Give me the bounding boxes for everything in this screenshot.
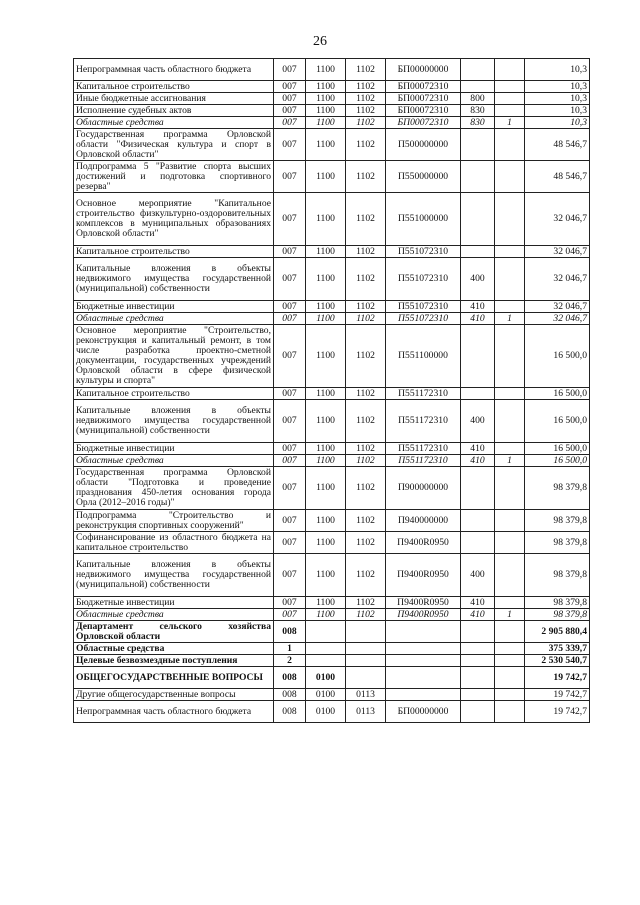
table-row xyxy=(74,246,590,258)
table-row xyxy=(74,443,590,455)
row-section-cell xyxy=(306,643,346,655)
table-row xyxy=(74,258,590,301)
row-grbs-cell: 007 xyxy=(274,117,306,129)
row-sum-cell: 19 742,7 xyxy=(525,689,590,701)
row-subsection-cell: 1102 xyxy=(346,597,386,609)
row-expense-type-cell xyxy=(461,59,495,81)
row-expense-type-cell xyxy=(461,701,495,723)
row-section-cell: 1100 xyxy=(306,532,346,554)
row-grbs-cell: 008 xyxy=(274,621,306,643)
row-section-cell: 1100 xyxy=(306,325,346,388)
row-name-cell: Основное мероприятие "Строительство, реконструкция и капитальный ремонт, в том числе разработка проектно-сметной документации, государственных учреждений Орловской области в сфере физической культуры и спорта" xyxy=(74,325,274,388)
row-source-cell xyxy=(495,643,525,655)
row-name-cell: ОБЩЕГОСУДАРСТВЕННЫЕ ВОПРОСЫ xyxy=(74,667,274,689)
row-grbs-cell: 007 xyxy=(274,443,306,455)
row-name-cell: Софинансирование из областного бюджета на капитальное строительство xyxy=(74,532,274,554)
row-target-article-cell xyxy=(386,655,461,667)
row-grbs-cell: 007 xyxy=(274,400,306,443)
row-section-cell: 1100 xyxy=(306,609,346,621)
row-grbs-cell: 007 xyxy=(274,455,306,467)
row-source-cell xyxy=(495,689,525,701)
row-expense-type-cell: 400 xyxy=(461,554,495,597)
row-section-cell: 1100 xyxy=(306,193,346,246)
row-sum-cell: 10,3 xyxy=(525,117,590,129)
row-section-cell: 1100 xyxy=(306,554,346,597)
row-name-cell: Иные бюджетные ассигнования xyxy=(74,93,274,105)
row-expense-type-cell xyxy=(461,655,495,667)
row-subsection-cell: 1102 xyxy=(346,467,386,510)
row-source-cell xyxy=(495,510,525,532)
row-target-article-cell: П551072310 xyxy=(386,258,461,301)
row-target-article-cell: П551072310 xyxy=(386,301,461,313)
row-subsection-cell: 1102 xyxy=(346,193,386,246)
row-subsection-cell: 1102 xyxy=(346,443,386,455)
table-row xyxy=(74,400,590,443)
page-number: 26 xyxy=(313,34,327,49)
row-target-article-cell: БП00072310 xyxy=(386,93,461,105)
row-expense-type-cell: 410 xyxy=(461,609,495,621)
row-sum-cell: 19 742,7 xyxy=(525,667,590,689)
row-sum-cell: 98 379,8 xyxy=(525,554,590,597)
row-source-cell: 1 xyxy=(495,609,525,621)
row-target-article-cell: БП00072310 xyxy=(386,81,461,93)
row-target-article-cell: П9400R0950 xyxy=(386,597,461,609)
row-section-cell: 1100 xyxy=(306,455,346,467)
row-sum-cell: 32 046,7 xyxy=(525,258,590,301)
row-section-cell: 1100 xyxy=(306,388,346,400)
row-target-article-cell: П551172310 xyxy=(386,388,461,400)
row-grbs-cell: 008 xyxy=(274,667,306,689)
row-name-cell: Областные средства xyxy=(74,643,274,655)
row-grbs-cell: 007 xyxy=(274,129,306,161)
row-grbs-cell: 007 xyxy=(274,105,306,117)
row-sum-cell: 16 500,0 xyxy=(525,400,590,443)
row-grbs-cell: 007 xyxy=(274,59,306,81)
row-expense-type-cell xyxy=(461,325,495,388)
table-row xyxy=(74,689,590,701)
row-section-cell: 1100 xyxy=(306,597,346,609)
row-expense-type-cell xyxy=(461,621,495,643)
row-expense-type-cell: 830 xyxy=(461,117,495,129)
row-name-cell: Целевые безвозмездные поступления xyxy=(74,655,274,667)
row-source-cell xyxy=(495,597,525,609)
row-target-article-cell: П500000000 xyxy=(386,129,461,161)
row-section-cell: 1100 xyxy=(306,258,346,301)
row-section-cell: 1100 xyxy=(306,467,346,510)
row-sum-cell: 32 046,7 xyxy=(525,193,590,246)
row-target-article-cell: П550000000 xyxy=(386,161,461,193)
row-section-cell: 1100 xyxy=(306,59,346,81)
row-source-cell xyxy=(495,81,525,93)
row-name-cell: Основное мероприятие "Капитальное строительство физкультурно-оздоровительных комплексов в муниципальных образованиях Орловской области" xyxy=(74,193,274,246)
row-sum-cell: 16 500,0 xyxy=(525,443,590,455)
row-sum-cell: 2 530 540,7 xyxy=(525,655,590,667)
row-name-cell: Капитальные вложения в объекты недвижимого имущества государственной (муниципальной) собственности xyxy=(74,400,274,443)
row-section-cell: 1100 xyxy=(306,129,346,161)
row-target-article-cell: БП00000000 xyxy=(386,701,461,723)
row-grbs-cell: 007 xyxy=(274,510,306,532)
row-name-cell: Капитальное строительство xyxy=(74,246,274,258)
row-source-cell xyxy=(495,59,525,81)
row-sum-cell: 48 546,7 xyxy=(525,161,590,193)
row-grbs-cell: 007 xyxy=(274,301,306,313)
row-sum-cell: 98 379,8 xyxy=(525,510,590,532)
row-name-cell: Областные средства xyxy=(74,117,274,129)
row-expense-type-cell xyxy=(461,193,495,246)
row-name-cell: Капитальные вложения в объекты недвижимого имущества государственной (муниципальной) собственности xyxy=(74,258,274,301)
row-name-cell: Капитальные вложения в объекты недвижимого имущества государственной (муниципальной) собственности xyxy=(74,554,274,597)
row-section-cell: 1100 xyxy=(306,400,346,443)
row-sum-cell: 16 500,0 xyxy=(525,388,590,400)
row-subsection-cell xyxy=(346,621,386,643)
row-name-cell: Бюджетные инвестиции xyxy=(74,443,274,455)
row-subsection-cell: 1102 xyxy=(346,105,386,117)
row-expense-type-cell xyxy=(461,667,495,689)
row-target-article-cell: П551172310 xyxy=(386,443,461,455)
row-target-article-cell: БП00000000 xyxy=(386,59,461,81)
table-row xyxy=(74,193,590,246)
row-sum-cell: 375 339,7 xyxy=(525,643,590,655)
row-source-cell xyxy=(495,161,525,193)
row-subsection-cell: 1102 xyxy=(346,609,386,621)
row-source-cell xyxy=(495,701,525,723)
row-expense-type-cell: 410 xyxy=(461,597,495,609)
row-subsection-cell: 1102 xyxy=(346,258,386,301)
row-name-cell: Областные средства xyxy=(74,455,274,467)
table-row xyxy=(74,597,590,609)
row-name-cell: Государственная программа Орловской области "Физическая культура и спорт в Орловской области" xyxy=(74,129,274,161)
row-subsection-cell: 1102 xyxy=(346,510,386,532)
row-grbs-cell: 008 xyxy=(274,701,306,723)
row-sum-cell: 98 379,8 xyxy=(525,467,590,510)
table-row xyxy=(74,313,590,325)
table-row xyxy=(74,455,590,467)
row-source-cell xyxy=(495,258,525,301)
table-row xyxy=(74,161,590,193)
table-row xyxy=(74,621,590,643)
row-grbs-cell: 007 xyxy=(274,161,306,193)
row-expense-type-cell: 410 xyxy=(461,455,495,467)
row-target-article-cell: П9400R0950 xyxy=(386,532,461,554)
row-subsection-cell xyxy=(346,667,386,689)
row-section-cell: 1100 xyxy=(306,443,346,455)
table-row xyxy=(74,81,590,93)
row-source-cell xyxy=(495,443,525,455)
row-expense-type-cell xyxy=(461,532,495,554)
row-expense-type-cell: 800 xyxy=(461,93,495,105)
row-source-cell xyxy=(495,532,525,554)
row-section-cell: 1100 xyxy=(306,93,346,105)
row-subsection-cell: 1102 xyxy=(346,161,386,193)
row-source-cell xyxy=(495,400,525,443)
row-name-cell: Другие общегосударственные вопросы xyxy=(74,689,274,701)
row-name-cell: Бюджетные инвестиции xyxy=(74,301,274,313)
row-sum-cell: 98 379,8 xyxy=(525,609,590,621)
row-subsection-cell: 1102 xyxy=(346,246,386,258)
row-target-article-cell: П551072310 xyxy=(386,313,461,325)
row-sum-cell: 19 742,7 xyxy=(525,701,590,723)
row-target-article-cell: П551072310 xyxy=(386,246,461,258)
table-body xyxy=(74,59,590,723)
row-target-article-cell: БП00072310 xyxy=(386,105,461,117)
row-grbs-cell: 007 xyxy=(274,532,306,554)
row-section-cell: 0100 xyxy=(306,701,346,723)
row-grbs-cell: 007 xyxy=(274,246,306,258)
row-target-article-cell: БП00072310 xyxy=(386,117,461,129)
row-name-cell: Департамент сельского хозяйства Орловской области xyxy=(74,621,274,643)
row-expense-type-cell xyxy=(461,388,495,400)
row-source-cell xyxy=(495,621,525,643)
table-row xyxy=(74,532,590,554)
row-grbs-cell: 007 xyxy=(274,93,306,105)
row-source-cell xyxy=(495,105,525,117)
row-sum-cell: 10,3 xyxy=(525,59,590,81)
row-expense-type-cell xyxy=(461,510,495,532)
row-source-cell xyxy=(495,467,525,510)
table-row xyxy=(74,388,590,400)
row-expense-type-cell: 410 xyxy=(461,301,495,313)
row-target-article-cell: П900000000 xyxy=(386,467,461,510)
table-row xyxy=(74,301,590,313)
table-row xyxy=(74,325,590,388)
row-sum-cell: 98 379,8 xyxy=(525,597,590,609)
row-source-cell xyxy=(495,193,525,246)
row-name-cell: Подпрограмма 5 "Развитие спорта высших достижений и подготовка спортивного резерва" xyxy=(74,161,274,193)
row-sum-cell: 10,3 xyxy=(525,105,590,117)
table-row xyxy=(74,117,590,129)
row-grbs-cell: 007 xyxy=(274,258,306,301)
row-section-cell: 1100 xyxy=(306,313,346,325)
table-row xyxy=(74,701,590,723)
row-section-cell: 1100 xyxy=(306,81,346,93)
row-expense-type-cell xyxy=(461,689,495,701)
row-name-cell: Областные средства xyxy=(74,609,274,621)
row-source-cell xyxy=(495,388,525,400)
row-sum-cell: 10,3 xyxy=(525,81,590,93)
row-subsection-cell: 1102 xyxy=(346,129,386,161)
row-grbs-cell: 008 xyxy=(274,689,306,701)
row-target-article-cell xyxy=(386,643,461,655)
row-name-cell: Непрограммная часть областного бюджета xyxy=(74,59,274,81)
row-target-article-cell: П551100000 xyxy=(386,325,461,388)
row-expense-type-cell xyxy=(461,81,495,93)
row-subsection-cell: 1102 xyxy=(346,59,386,81)
row-section-cell: 1100 xyxy=(306,246,346,258)
row-source-cell xyxy=(495,93,525,105)
row-expense-type-cell: 410 xyxy=(461,443,495,455)
row-grbs-cell: 007 xyxy=(274,388,306,400)
row-name-cell: Подпрограмма "Строительство и реконструкция спортивных сооружений" xyxy=(74,510,274,532)
row-sum-cell: 2 905 880,4 xyxy=(525,621,590,643)
row-grbs-cell: 007 xyxy=(274,609,306,621)
row-expense-type-cell: 400 xyxy=(461,258,495,301)
table-row xyxy=(74,554,590,597)
row-source-cell xyxy=(495,655,525,667)
row-target-article-cell: П9400R0950 xyxy=(386,554,461,597)
budget-table xyxy=(73,58,590,723)
row-expense-type-cell xyxy=(461,129,495,161)
row-subsection-cell: 1102 xyxy=(346,93,386,105)
row-name-cell: Областные средства xyxy=(74,313,274,325)
row-sum-cell: 32 046,7 xyxy=(525,313,590,325)
row-expense-type-cell xyxy=(461,643,495,655)
table-row xyxy=(74,667,590,689)
row-section-cell: 1100 xyxy=(306,117,346,129)
row-section-cell xyxy=(306,621,346,643)
row-sum-cell: 32 046,7 xyxy=(525,246,590,258)
row-name-cell: Бюджетные инвестиции xyxy=(74,597,274,609)
row-target-article-cell: П9400R0950 xyxy=(386,609,461,621)
row-source-cell xyxy=(495,667,525,689)
row-subsection-cell: 1102 xyxy=(346,554,386,597)
row-sum-cell: 98 379,8 xyxy=(525,532,590,554)
row-subsection-cell: 1102 xyxy=(346,81,386,93)
row-source-cell: 1 xyxy=(495,117,525,129)
row-sum-cell: 16 500,0 xyxy=(525,325,590,388)
row-source-cell xyxy=(495,325,525,388)
row-sum-cell: 48 546,7 xyxy=(525,129,590,161)
row-sum-cell: 10,3 xyxy=(525,93,590,105)
table-row xyxy=(74,643,590,655)
row-section-cell: 1100 xyxy=(306,105,346,117)
row-name-cell: Исполнение судебных актов xyxy=(74,105,274,117)
row-subsection-cell xyxy=(346,643,386,655)
table-row xyxy=(74,105,590,117)
row-name-cell: Капитальное строительство xyxy=(74,388,274,400)
row-target-article-cell: П551172310 xyxy=(386,455,461,467)
row-name-cell: Капитальное строительство xyxy=(74,81,274,93)
row-subsection-cell: 0113 xyxy=(346,689,386,701)
row-source-cell xyxy=(495,554,525,597)
row-expense-type-cell: 830 xyxy=(461,105,495,117)
row-grbs-cell: 007 xyxy=(274,467,306,510)
row-section-cell: 1100 xyxy=(306,510,346,532)
row-subsection-cell: 1102 xyxy=(346,532,386,554)
row-grbs-cell: 007 xyxy=(274,81,306,93)
row-subsection-cell: 1102 xyxy=(346,117,386,129)
row-source-cell: 1 xyxy=(495,313,525,325)
row-grbs-cell: 007 xyxy=(274,597,306,609)
row-source-cell xyxy=(495,301,525,313)
table-row xyxy=(74,93,590,105)
row-target-article-cell xyxy=(386,621,461,643)
table-row xyxy=(74,467,590,510)
row-subsection-cell: 1102 xyxy=(346,455,386,467)
row-section-cell: 0100 xyxy=(306,667,346,689)
row-section-cell: 1100 xyxy=(306,301,346,313)
row-expense-type-cell xyxy=(461,467,495,510)
row-subsection-cell: 1102 xyxy=(346,301,386,313)
row-subsection-cell: 0113 xyxy=(346,701,386,723)
table-row xyxy=(74,129,590,161)
row-expense-type-cell: 410 xyxy=(461,313,495,325)
row-target-article-cell: П940000000 xyxy=(386,510,461,532)
row-source-cell xyxy=(495,246,525,258)
row-expense-type-cell xyxy=(461,246,495,258)
row-section-cell: 1100 xyxy=(306,161,346,193)
row-target-article-cell: П551000000 xyxy=(386,193,461,246)
row-sum-cell: 16 500,0 xyxy=(525,455,590,467)
row-name-cell: Непрограммная часть областного бюджета xyxy=(74,701,274,723)
row-target-article-cell xyxy=(386,689,461,701)
row-section-cell xyxy=(306,655,346,667)
row-grbs-cell: 1 xyxy=(274,643,306,655)
row-name-cell: Государственная программа Орловской области "Подготовка и проведение празднования 450-летия основания города Орла (2012–2016 годы)" xyxy=(74,467,274,510)
row-source-cell xyxy=(495,129,525,161)
row-grbs-cell: 007 xyxy=(274,554,306,597)
row-source-cell: 1 xyxy=(495,455,525,467)
row-subsection-cell: 1102 xyxy=(346,313,386,325)
table-row xyxy=(74,59,590,81)
row-grbs-cell: 007 xyxy=(274,325,306,388)
row-sum-cell: 32 046,7 xyxy=(525,301,590,313)
row-subsection-cell xyxy=(346,655,386,667)
row-target-article-cell: П551172310 xyxy=(386,400,461,443)
row-grbs-cell: 007 xyxy=(274,313,306,325)
table-row xyxy=(74,609,590,621)
row-expense-type-cell xyxy=(461,161,495,193)
row-subsection-cell: 1102 xyxy=(346,388,386,400)
row-section-cell: 0100 xyxy=(306,689,346,701)
row-grbs-cell: 007 xyxy=(274,193,306,246)
row-target-article-cell xyxy=(386,667,461,689)
row-subsection-cell: 1102 xyxy=(346,400,386,443)
table-row xyxy=(74,655,590,667)
row-expense-type-cell: 400 xyxy=(461,400,495,443)
row-subsection-cell: 1102 xyxy=(346,325,386,388)
row-grbs-cell: 2 xyxy=(274,655,306,667)
table-row xyxy=(74,510,590,532)
